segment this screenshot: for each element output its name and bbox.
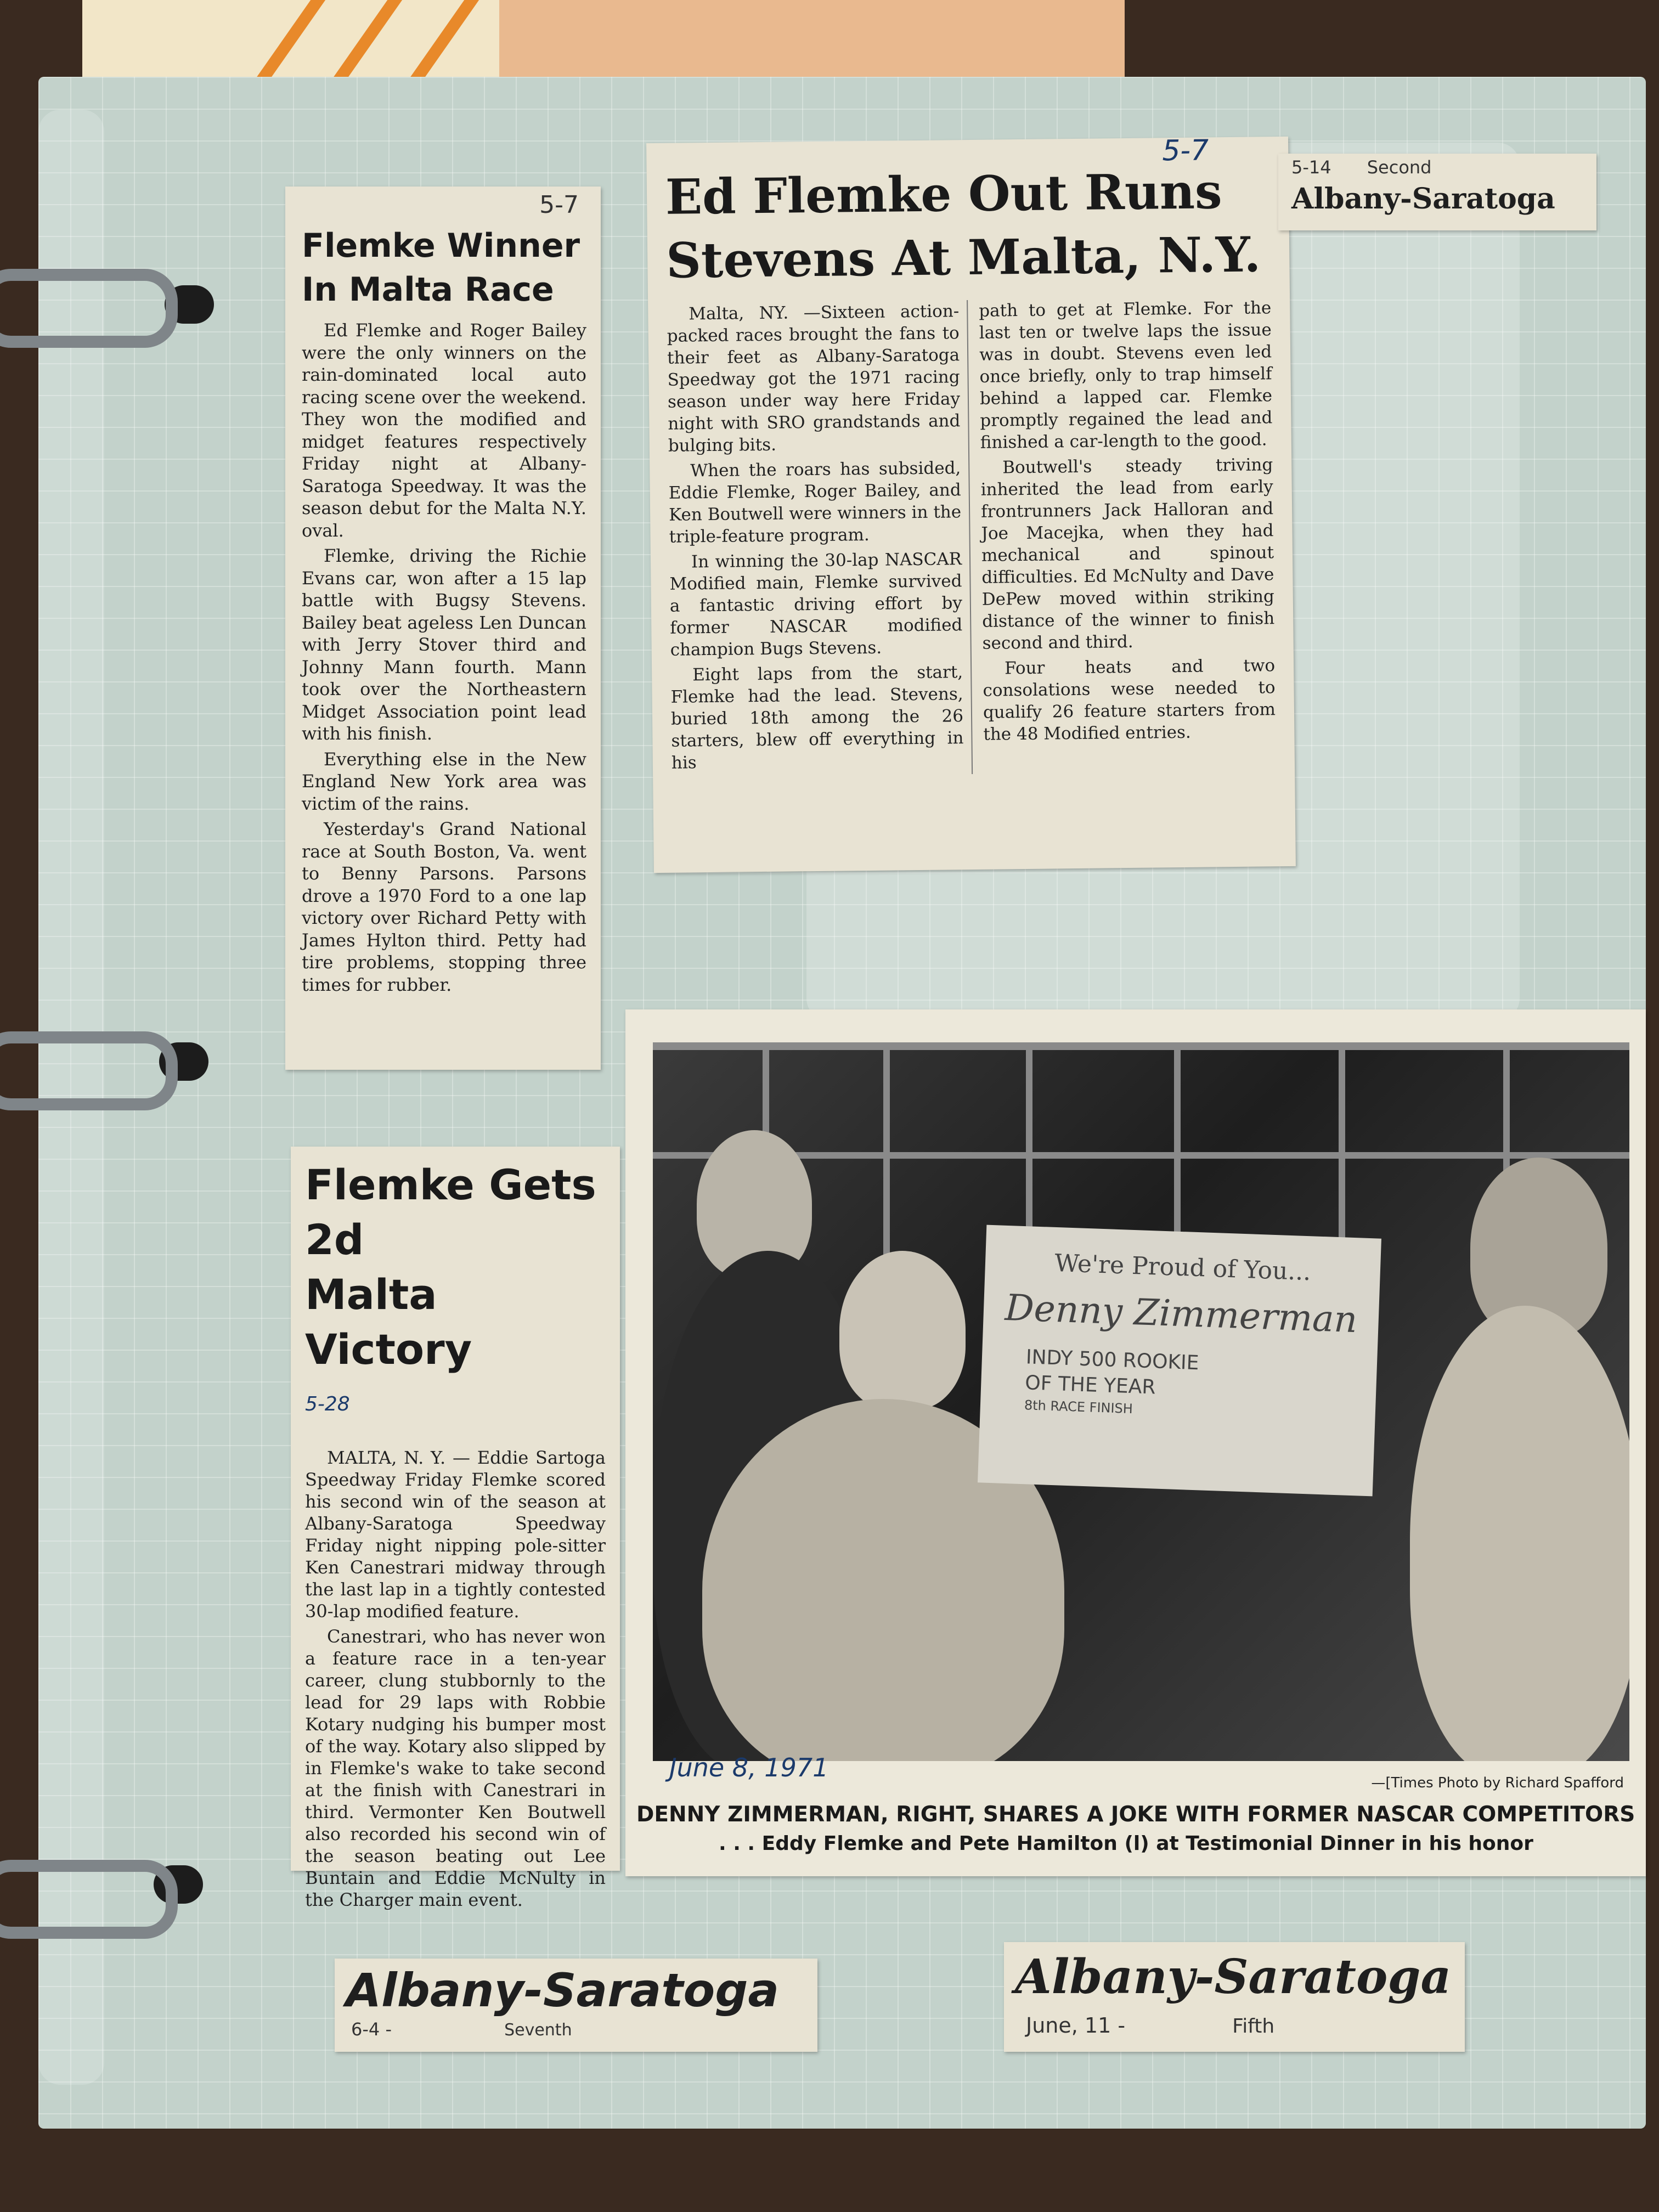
photo-caption-line-2: . . . Eddy Flemke and Pete Hamilton (l) at Testimonial Dinner in his honor bbox=[719, 1832, 1533, 1855]
paragraph: Canestrari, who has never won a feature race in a ten-year career, clung stubbornly to the lead for 29 laps with Robbie Kotary nudging his bumper most of the way. Kotary also slipped by in Flemke's wake to take second at the finish with Canestrari in third. Vermonter Ken Boutwell also recorded his second win of the season beating out Lee Buntain and Eddie McNulty in the Charger main event. bbox=[305, 1626, 606, 1911]
handwritten-notes bbox=[1291, 157, 1583, 182]
person-right-body bbox=[1410, 1306, 1629, 1761]
window-frame bbox=[883, 1042, 890, 1262]
label-albany-saratoga-bottom-left bbox=[335, 1959, 817, 2052]
article-column bbox=[667, 300, 973, 777]
label-albany-saratoga-top bbox=[1278, 154, 1596, 230]
headline-line-1: Flemke Gets 2d bbox=[305, 1160, 596, 1264]
clipping-second-victory bbox=[291, 1147, 620, 1911]
headline bbox=[305, 1158, 606, 1438]
paragraph: Yesterday's Grand National race at South Boston, Va. went to Benny Parsons. Parsons drove a 1970 Ford to a one lap victory over Richard Petty with James Hylton third. Petty had tire problems, stopping three times for rubber. bbox=[302, 819, 586, 995]
headline-line-2: Malta Victory bbox=[305, 1270, 472, 1374]
headline bbox=[302, 224, 586, 312]
handwritten-date: 5-28 bbox=[305, 1393, 350, 1415]
handwritten-date: June 8, 1971 bbox=[669, 1753, 829, 1782]
person-center-head bbox=[839, 1251, 966, 1410]
paragraph: Four heats and two consolations wese needed to qualify 26 feature starters from the 48 Modified entries. bbox=[983, 656, 1276, 744]
handwritten-notes bbox=[351, 2019, 572, 2040]
paragraph: Eight laps from the start, Flemke had the lead. Stevens, buried 18th among the 26 starters, blew off everything in his bbox=[670, 662, 964, 773]
binder-ring bbox=[0, 1860, 178, 1939]
handwritten-notes bbox=[1026, 2013, 1274, 2038]
paragraph: path to get at Flemke. For the last ten or twelve laps the issue was in doubt. Stevens even led once briefly, only to trap himself behind a lapped car. Flemke promptly regained the lead and finished a car-length to the good. bbox=[979, 298, 1273, 453]
paragraph: Flemke, driving the Richie Evans car, won after a 15 lap battle with Bugsy Stevens. Bailey beat ageless Len Duncan with Jerry Stover third and Johnny Mann fourth. Mann took over the Northeastern Midget Association point lead with his finish. bbox=[302, 545, 586, 744]
label-text: Albany-Saratoga bbox=[1291, 182, 1555, 216]
paragraph: MALTA, N. Y. — Eddie Sartoga Speedway Friday Flemke scored his second win of the season at Albany-Saratoga Speedway Friday night nipping pole-sitter Ken Canestrari midway through the last lap in a tightly contested 30-lap modified feature. bbox=[305, 1447, 606, 1622]
label-text: Albany-Saratoga bbox=[1015, 1949, 1452, 2005]
clipping-flemke-winner bbox=[285, 187, 601, 1070]
clipping-photo bbox=[625, 1009, 1646, 1876]
window-frame bbox=[1174, 1042, 1181, 1262]
sign-line: Denny Zimmerman bbox=[1004, 1286, 1358, 1341]
window-frame bbox=[653, 1042, 1629, 1050]
sign-line: INDY 500 ROOKIE bbox=[1025, 1346, 1200, 1375]
paragraph: Everything else in the New England New York area was victim of the rains. bbox=[302, 748, 586, 814]
paragraph: In winning the 30-lap NASCAR Modified main, Flemke survived a fantastic driving effort by former NASCAR modified champion Bugs Stevens. bbox=[669, 549, 963, 660]
handwritten-date: 5-14 bbox=[1291, 157, 1331, 178]
paragraph: When the roars has subsided, Eddie Flemke, Roger Bailey, and Ken Boutwell were winners in the triple-feature program. bbox=[668, 458, 962, 547]
handwritten-rank: Seventh bbox=[504, 2021, 572, 2040]
sign-line: We're Proud of You... bbox=[1054, 1249, 1312, 1286]
handwritten-date: June, 11 - bbox=[1026, 2013, 1126, 2038]
article-body bbox=[302, 319, 586, 996]
handwritten-date: 5-7 bbox=[1161, 134, 1209, 168]
paragraph: Ed Flemke and Roger Bailey were the only winners on the rain-dominated local auto racing scene over the weekend. They won the modified and midget features respectively Friday night at Albany-Saratoga Speedway. It was the season debut for the Malta N.Y. oval. bbox=[302, 320, 586, 541]
article-columns bbox=[667, 297, 1276, 777]
handwritten-date: 6-4 - bbox=[351, 2019, 392, 2040]
binder-ring bbox=[0, 1031, 178, 1110]
headline: Ed Flemke Out Runs Stevens At Malta, N.Y. bbox=[665, 162, 1261, 289]
paragraph: Malta, NY. —Sixteen action-packed races brought the fans to their feet as Albany-Saratoga Speedway got the 1971 racing season under way here Friday night with SRO grandstands and bulging bits. bbox=[667, 301, 961, 456]
sign-line: OF THE YEAR bbox=[1024, 1372, 1156, 1399]
label-albany-saratoga-bottom-right bbox=[1004, 1942, 1465, 2052]
headline-line-1: Flemke Winner bbox=[302, 227, 580, 265]
photo-credit: —[Times Photo by Richard Spafford bbox=[1371, 1775, 1624, 1791]
binder-ring bbox=[0, 269, 178, 348]
article-column bbox=[979, 297, 1276, 774]
handwritten-rank: Fifth bbox=[1232, 2015, 1275, 2038]
label-text: Albany-Saratoga bbox=[346, 1963, 780, 2017]
photo-caption-line-1: DENNY ZIMMERMAN, RIGHT, SHARES A JOKE WITH FORMER NASCAR COMPETITORS bbox=[636, 1802, 1635, 1827]
window-frame bbox=[1339, 1042, 1345, 1262]
news-photo bbox=[653, 1042, 1629, 1761]
headline-line-2: In Malta Race bbox=[302, 270, 554, 309]
handwritten-date: 5-7 bbox=[539, 191, 579, 219]
testimonial-sign bbox=[978, 1225, 1381, 1497]
article-body bbox=[305, 1447, 606, 1911]
handwritten-rank: Second bbox=[1367, 157, 1432, 178]
sign-line: 8th RACE FINISH bbox=[1024, 1397, 1133, 1417]
paragraph: Boutwell's steady triving inherited the lead from early frontrunners Jack Halloran and Joe Macejka, when they had mechanical and spinout difficulties. Ed McNulty and Dave DePew moved within striking distance of the winner to finish second and third. bbox=[980, 455, 1275, 653]
clipping-out-runs bbox=[646, 134, 1296, 873]
